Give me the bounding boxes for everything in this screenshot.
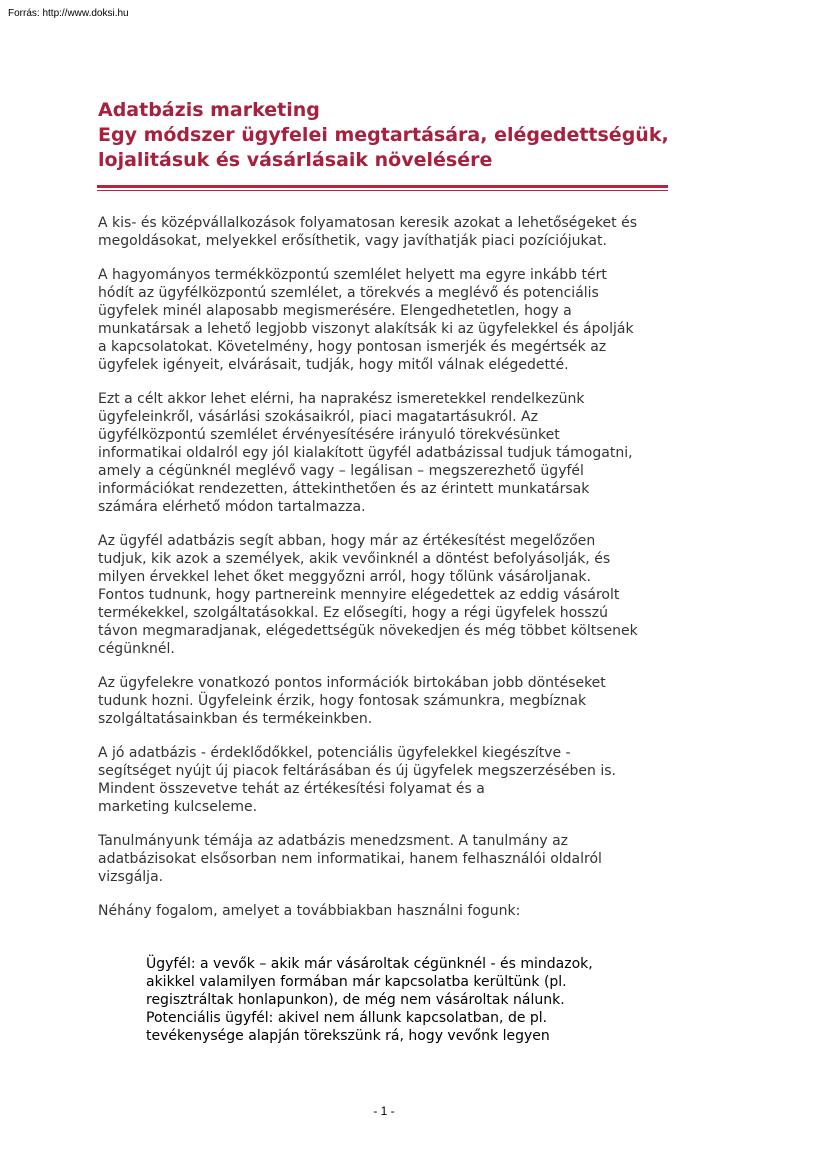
paragraph-concepts-intro [98, 902, 678, 920]
title-line: lojalitásuk és vásárlásaik növelésére [98, 149, 493, 171]
definition-line: akikkel valamilyen formában már kapcsolatba kerültünk (pl. [146, 974, 567, 990]
text-line: ügyfélközpontú szemlélet érvényesítésére irányuló törekvésünket [98, 427, 560, 443]
definition-line: tevékenysége alapján törekszünk rá, hogy vevőnk legyen [146, 1028, 550, 1044]
paragraph-goal [98, 390, 678, 516]
title-divider-thin [97, 190, 668, 191]
text-line: Fontos tudnunk, hogy partnereink mennyire elégedettek az eddig vásárolt [98, 587, 620, 603]
text-line: milyen érvekkel lehet őket meggyőzni arról, hogy tőlünk vásároljanak. [98, 569, 591, 585]
text-line: munkatársak a lehető legjobb viszonyt alakítsák ki az ügyfelekkel és ápolják [98, 321, 634, 337]
text-line: tudunk hozni. Ügyfeleink érzik, hogy fontosak számunkra, megbíznak [98, 693, 587, 709]
text-line: Ezt a célt akkor lehet elérni, ha naprakész ismeretekkel rendelkezünk [98, 391, 585, 407]
paragraph-intro [98, 214, 678, 250]
text-line: szolgáltatásainkban és termékeinkben. [98, 711, 373, 727]
text-line: információkat rendezetten, áttekinthetően és az érintett munkatársak [98, 481, 590, 497]
paragraph-study-topic [98, 832, 678, 886]
paragraph-database-help [98, 532, 678, 658]
page-number: - 1 - [373, 1104, 395, 1118]
text-line: tudjuk, kik azok a személyek, akik vevőinknél a döntést befolyásolják, és [98, 551, 611, 567]
document-title [98, 98, 669, 173]
text-line: távon megmaradjanak, elégedettségük növekedjen és még többet költsenek [98, 623, 638, 639]
text-line: ügyfelek minél alaposabb megismerésére. Elengedhetetlen, hogy a [98, 303, 572, 319]
text-line: számára elérhető módon tartalmazza. [98, 499, 366, 515]
text-line: marketing kulcseleme. [98, 799, 258, 815]
text-line: A kis- és középvállalkozások folyamatosan keresik azokat a lehetőségeket és [98, 215, 637, 231]
text-line: ügyfelek igényeit, elvárásait, tudják, hogy mitől válnak elégedetté. [98, 357, 569, 373]
text-line: Néhány fogalom, amelyet a továbbiakban használni fogunk: [98, 903, 521, 919]
title-line: Egy módszer ügyfelei megtartására, elégedettségük, [98, 124, 669, 146]
text-line: segítséget nyújt új piacok feltárásában és új ügyfelek megszerzésében is. [98, 763, 616, 779]
definition-line: regisztráltak honlapunkon), de még nem vásároltak nálunk. [146, 992, 565, 1008]
title-divider-thick [97, 185, 668, 188]
text-line: Az ügyfelekre vonatkozó pontos információk birtokában jobb döntéseket [98, 675, 606, 691]
text-line: Tanulmányunk témája az adatbázis menedzsment. A tanulmány az [98, 833, 568, 849]
text-line: a kapcsolatokat. Követelmény, hogy pontosan ismerjék és megértsék az [98, 339, 607, 355]
source-label: Forrás: http://www.doksi.hu [8, 8, 129, 19]
text-line: A jó adatbázis - érdeklődőkkel, potenciális ügyfelekkel kiegészítve - [98, 745, 571, 761]
text-line: Mindent összevetve tehát az értékesítési folyamat és a [98, 781, 485, 797]
definitions-block [146, 955, 593, 1045]
text-line: informatikai oldalról egy jól kialakított ügyfél adatbázissal tudjuk támogatni, [98, 445, 633, 461]
text-line: termékekkel, szolgáltatásokkal. Ez elősegíti, hogy a régi ügyfelek hosszú [98, 605, 608, 621]
text-line: hódít az ügyfélközpontú szemlélet, a törekvés a meglévő és potenciális [98, 285, 599, 301]
definition-line: Ügyfél: a vevők – akik már vásároltak cégünknél - és mindazok, [146, 956, 593, 972]
text-line: adatbázisokat elsősorban nem informatikai, hanem felhasználói oldalról [98, 851, 602, 867]
paragraph-customer-focus [98, 266, 678, 374]
text-line: ügyfeleinkről, vásárlási szokásaikról, piaci magatartásukról. Az [98, 409, 538, 425]
definition-line: Potenciális ügyfél: akivel nem állunk kapcsolatban, de pl. [146, 1010, 548, 1026]
paragraph-decisions [98, 674, 678, 728]
document-body [98, 214, 678, 936]
text-line: vizsgálja. [98, 869, 164, 885]
text-line: amely a cégünknél meglévő vagy – legálisan – megszerezhető ügyfél [98, 463, 584, 479]
paragraph-good-database [98, 744, 678, 816]
text-line: cégünknél. [98, 641, 175, 657]
text-line: A hagyományos termékközpontú szemlélet helyett ma egyre inkább tért [98, 267, 607, 283]
text-line: megoldásokat, melyekkel erősíthetik, vagy javíthatják piaci pozíciójukat. [98, 233, 607, 249]
title-line: Adatbázis marketing [98, 99, 320, 121]
text-line: Az ügyfél adatbázis segít abban, hogy már az értékesítést megelőzően [98, 533, 596, 549]
